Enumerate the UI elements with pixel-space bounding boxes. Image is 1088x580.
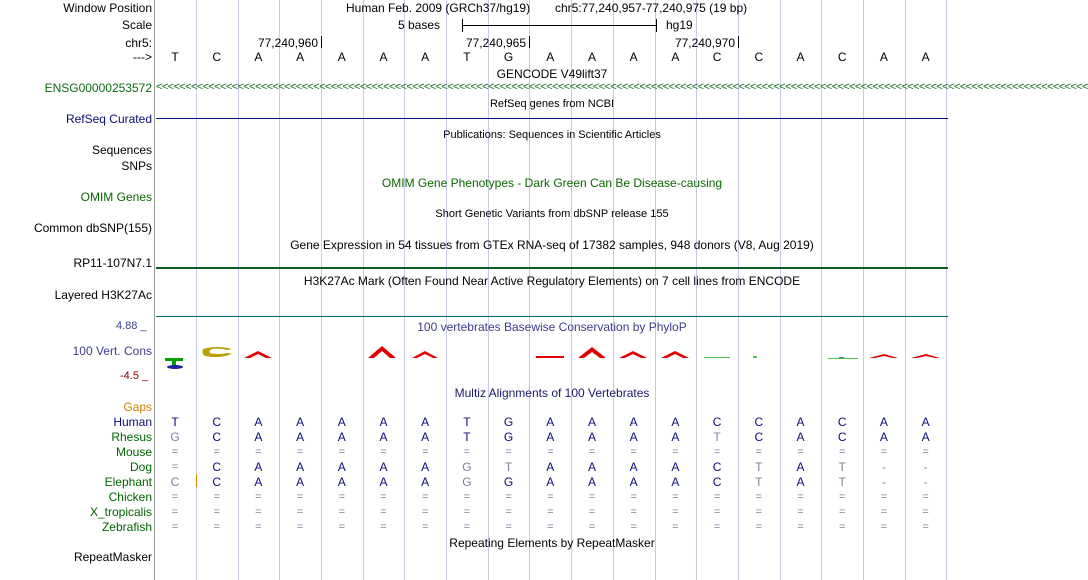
sequence-base: A xyxy=(587,50,596,64)
alignment-base: A xyxy=(337,460,346,474)
sequence-base: A xyxy=(796,50,805,64)
h3k27ac-signal-baseline[interactable] xyxy=(156,316,948,317)
alignment-base: = xyxy=(213,506,220,518)
conservation-max-value: 4.88 _ xyxy=(116,320,147,332)
alignment-base: A xyxy=(254,430,263,444)
alignment-base: A xyxy=(421,460,430,474)
alignment-base: T xyxy=(504,460,513,474)
scale-bar-left-cap xyxy=(462,19,463,32)
alignment-base: A xyxy=(671,415,680,429)
alignment-base: = xyxy=(838,506,846,518)
alignment-base: A xyxy=(879,415,888,429)
gtex-track-title: Gene Expression in 54 tissues from GTEx RNA-seq of 17382 samples, 948 donors (V8, Aug 2019) xyxy=(290,238,814,252)
alignment-base: A xyxy=(337,475,346,489)
alignment-base: A xyxy=(421,415,430,429)
scale-label: Scale xyxy=(121,18,152,32)
alignment-base: = xyxy=(505,506,512,518)
alignment-base: = xyxy=(171,461,179,473)
alignment-base: = xyxy=(505,491,512,503)
alignment-base: = xyxy=(838,491,846,503)
alignment-base: T xyxy=(463,415,471,429)
conservation-logo-a3 xyxy=(412,351,438,358)
window-position-label: Window Position xyxy=(63,1,152,15)
alignment-base: G xyxy=(462,475,472,489)
alignment-base: A xyxy=(587,415,596,429)
alignment-base: = xyxy=(380,521,387,533)
alignment-base: = xyxy=(255,506,262,518)
alignment-base: - xyxy=(881,475,886,489)
alignment-base: C xyxy=(837,430,847,444)
multiz-track-title: Multiz Alignments of 100 Vertebrates xyxy=(454,386,650,400)
omim-track-label[interactable]: OMIM Genes xyxy=(80,190,152,204)
conservation-logo-a8 xyxy=(869,354,898,358)
alignment-base: = xyxy=(922,506,929,518)
sequence-base: C xyxy=(712,50,722,64)
alignment-base: = xyxy=(296,521,304,533)
conservation-logo-a4 xyxy=(536,356,564,358)
alignment-base: T xyxy=(755,475,763,489)
alignment-base: T xyxy=(463,430,471,444)
alignment-base: A xyxy=(296,430,305,444)
ruler-tick xyxy=(529,36,530,48)
sequence-base: G xyxy=(503,50,514,64)
repeatmasker-track-title: Repeating Elements by RepeatMasker xyxy=(449,536,655,550)
alignment-base: = xyxy=(588,491,596,503)
assembly-title: Human Feb. 2009 (GRCh37/hg19) xyxy=(346,1,531,15)
ruler-tick-label: 77,240,970 xyxy=(674,36,735,50)
scale-bar-right-cap xyxy=(656,19,657,32)
alignment-base: A xyxy=(379,475,388,489)
alignment-base: T xyxy=(713,430,721,444)
alignment-base: = xyxy=(880,506,888,518)
dbsnp-track-label[interactable]: Common dbSNP(155) xyxy=(33,221,152,235)
alignment-base: A xyxy=(796,415,805,429)
alignment-base: = xyxy=(380,446,387,458)
alignment-base: A xyxy=(671,460,680,474)
alignment-base: = xyxy=(713,506,721,518)
alignment-base: = xyxy=(880,446,888,458)
scale-text: 5 bases xyxy=(398,18,441,32)
alignment-base: = xyxy=(797,521,804,533)
alignment-base: = xyxy=(838,521,846,533)
conservation-track-title: 100 vertebrates Basewise Conservation by PhyloP xyxy=(417,320,687,334)
alignment-base: A xyxy=(421,475,430,489)
sequence-base: C xyxy=(754,50,764,64)
alignment-base: A xyxy=(587,460,596,474)
conservation-logo-g1 xyxy=(704,357,730,358)
ruler-tick xyxy=(738,36,739,48)
alignment-base: = xyxy=(421,506,429,518)
alignment-base: A xyxy=(546,415,555,429)
alignment-base: = xyxy=(547,446,554,458)
alignment-base: C xyxy=(712,460,722,474)
alignment-base: A xyxy=(296,415,305,429)
alignment-base: C xyxy=(712,415,722,429)
ruler-tick xyxy=(321,36,322,48)
gencode-gene-feature[interactable] xyxy=(156,80,1088,94)
sequence-base: T xyxy=(463,50,471,64)
alignment-gap-marker xyxy=(196,474,197,487)
h3k27ac-track-title: H3K27Ac Mark (Often Found Near Active Regulatory Elements) on 7 cell lines from ENCODE xyxy=(303,274,801,288)
alignment-base: = xyxy=(755,446,763,458)
alignment-base: A xyxy=(296,460,305,474)
alignment-base: A xyxy=(546,430,555,444)
publications-track-label-snps[interactable]: SNPs xyxy=(121,159,152,173)
alignment-base: A xyxy=(629,415,638,429)
species-label[interactable]: Human xyxy=(113,415,152,429)
alignment-base: = xyxy=(755,506,763,518)
alignment-base: = xyxy=(755,521,763,533)
species-label[interactable]: Mouse xyxy=(115,445,152,459)
alignment-base: = xyxy=(880,491,888,503)
conservation-logo-g2 xyxy=(753,356,757,358)
dbsnp-track-title: Short Genetic Variants from dbSNP release 155 xyxy=(435,208,669,220)
alignment-base: = xyxy=(505,446,512,458)
conservation-track-label[interactable]: 100 Vert. Cons xyxy=(72,344,152,358)
chrom-label: chr5: xyxy=(125,36,152,50)
alignment-base: A xyxy=(921,415,930,429)
conservation-logo-a1 xyxy=(244,351,272,358)
ruler-tick-label: 77,240,960 xyxy=(257,36,318,50)
alignment-base: C xyxy=(212,475,222,489)
alignment-base: A xyxy=(796,430,805,444)
sequence-base: C xyxy=(212,50,222,64)
alignment-base: A xyxy=(254,475,263,489)
alignment-base: G xyxy=(503,415,514,429)
gene-strand-chevrons: <<<<<<<<<<<<<<<<<<<<<<<<<<<<<<<<<<<<<<<<<<<<<<<<<<<<<<<<<<<<<<<<<<<<<<<<<<<<<<<<<<<<<<<<<<<<<<<<<<<<<<<<<<<<<<<<<<<<<<<<<<<<<<<<<<<<<<<<<<<<<<<<<<<<<<<<<<<<<<<< xyxy=(156,81,1088,93)
alignment-base: C xyxy=(212,460,222,474)
alignment-base: = xyxy=(171,446,179,458)
alignment-base: = xyxy=(922,491,929,503)
alignment-base: = xyxy=(672,506,679,518)
alignment-base: = xyxy=(463,521,471,533)
alignment-base: = xyxy=(630,446,637,458)
alignment-base: C xyxy=(837,415,847,429)
alignment-base: = xyxy=(797,491,804,503)
alignment-base: = xyxy=(588,521,596,533)
alignment-base: T xyxy=(171,415,179,429)
alignment-base: = xyxy=(338,446,346,458)
alignment-base: = xyxy=(672,446,679,458)
alignment-base: C xyxy=(754,415,764,429)
alignment-base: = xyxy=(630,521,637,533)
alignment-base: = xyxy=(838,446,846,458)
alignment-base: A xyxy=(546,475,555,489)
alignment-base: = xyxy=(505,521,512,533)
alignment-base: A xyxy=(921,430,930,444)
alignment-base: = xyxy=(296,446,304,458)
alignment-base: - xyxy=(923,475,928,489)
alignment-base: = xyxy=(713,446,721,458)
species-label[interactable]: Elephant xyxy=(104,475,152,489)
conservation-logo-a2 xyxy=(368,346,396,358)
alignment-base: G xyxy=(170,430,180,444)
sequence-base: A xyxy=(379,50,388,64)
species-label[interactable]: Chicken xyxy=(108,490,152,504)
gtex-track-label[interactable]: RP11-107N7.1 xyxy=(73,256,152,270)
alignment-base: A xyxy=(796,460,805,474)
alignment-base: A xyxy=(879,430,888,444)
alignment-base: = xyxy=(171,521,179,533)
conservation-min-value: -4.5 _ xyxy=(120,370,149,382)
repeatmasker-track-label[interactable]: RepeatMasker xyxy=(73,550,152,564)
alignment-base: = xyxy=(380,491,387,503)
alignment-base: A xyxy=(629,430,638,444)
sequence-base: A xyxy=(671,50,680,64)
alignment-base: T xyxy=(755,460,763,474)
alignment-base: A xyxy=(379,460,388,474)
alignment-base: = xyxy=(171,506,179,518)
gtex-expression-bar[interactable] xyxy=(156,267,948,269)
gaps-label[interactable]: Gaps xyxy=(123,400,152,414)
sequence-base: A xyxy=(546,50,555,64)
scale-bar xyxy=(462,25,657,26)
alignment-base: A xyxy=(254,460,263,474)
alignment-base: = xyxy=(338,521,346,533)
alignment-base: - xyxy=(923,460,928,474)
alignment-base: A xyxy=(337,415,346,429)
conservation-logo-c xyxy=(202,347,232,357)
sequence-base: T xyxy=(171,50,179,64)
refseq-track-label[interactable]: RefSeq Curated xyxy=(65,112,152,126)
label-column-divider xyxy=(154,0,155,580)
alignment-base: G xyxy=(503,430,514,444)
species-label[interactable]: Dog xyxy=(129,460,152,474)
gencode-track-title: GENCODE V49lift37 xyxy=(496,67,608,81)
alignment-base: = xyxy=(588,446,596,458)
alignment-base: = xyxy=(171,491,179,503)
sequence-base: A xyxy=(337,50,346,64)
alignment-base: A xyxy=(629,475,638,489)
alignment-base: = xyxy=(463,506,471,518)
alignment-base: A xyxy=(796,475,805,489)
alignment-base: A xyxy=(254,415,263,429)
alignment-base: = xyxy=(338,506,346,518)
gencode-track-label[interactable]: ENSG00000253572 xyxy=(44,81,152,95)
alignment-base: = xyxy=(672,521,679,533)
alignment-base: = xyxy=(421,491,429,503)
conservation-logo-a9 xyxy=(911,354,940,358)
alignment-base: = xyxy=(630,491,637,503)
alignment-base: C xyxy=(212,415,222,429)
alignment-base: = xyxy=(713,521,721,533)
alignment-base: T xyxy=(838,475,846,489)
alignment-base: C xyxy=(212,430,222,444)
scale-db: hg19 xyxy=(666,18,693,32)
alignment-base: = xyxy=(547,521,554,533)
alignment-base: C xyxy=(170,475,180,489)
alignment-base: = xyxy=(547,491,554,503)
species-label[interactable]: Zebrafish xyxy=(101,520,152,534)
alignment-base: = xyxy=(255,446,262,458)
alignment-base: = xyxy=(213,521,220,533)
alignment-base: T xyxy=(838,460,846,474)
alignment-base: A xyxy=(671,430,680,444)
alignment-base: A xyxy=(587,475,596,489)
sequence-base: A xyxy=(254,50,263,64)
alignment-base: A xyxy=(379,430,388,444)
alignment-base: A xyxy=(379,415,388,429)
sequence-base: A xyxy=(421,50,430,64)
conservation-logo-plot[interactable] xyxy=(156,336,950,372)
conservation-logo-g4 xyxy=(839,357,844,359)
refseq-gene-line[interactable] xyxy=(156,118,948,119)
alignment-base: = xyxy=(463,446,471,458)
species-label[interactable]: Rhesus xyxy=(111,430,152,444)
alignment-base: A xyxy=(296,475,305,489)
alignment-base: = xyxy=(797,446,804,458)
sequence-base: A xyxy=(629,50,638,64)
alignment-base: = xyxy=(296,491,304,503)
alignment-base: G xyxy=(462,460,472,474)
conservation-logo-a6 xyxy=(619,351,647,358)
alignment-base: A xyxy=(337,430,346,444)
sequence-base: A xyxy=(879,50,888,64)
publications-track-label-sequences[interactable]: Sequences xyxy=(91,143,152,157)
alignment-base: = xyxy=(672,491,679,503)
sequence-base: A xyxy=(296,50,305,64)
species-label[interactable]: X_tropicalis xyxy=(89,505,152,519)
alignment-base: = xyxy=(255,521,262,533)
conservation-logo-t xyxy=(165,358,183,369)
alignment-base: = xyxy=(463,491,471,503)
alignment-base: = xyxy=(588,506,596,518)
alignment-base: = xyxy=(380,506,387,518)
alignment-base: G xyxy=(503,475,514,489)
alignment-base: = xyxy=(213,491,220,503)
alignment-base: = xyxy=(255,491,262,503)
alignment-base: A xyxy=(629,460,638,474)
alignment-base: C xyxy=(712,475,722,489)
alignment-base: = xyxy=(880,521,888,533)
alignment-base: = xyxy=(338,491,346,503)
alignment-base: - xyxy=(881,460,886,474)
sequence-base: A xyxy=(921,50,930,64)
omim-track-title: OMIM Gene Phenotypes - Dark Green Can Be Disease-causing xyxy=(381,176,723,190)
alignment-base: = xyxy=(421,446,429,458)
alignment-base: = xyxy=(421,521,429,533)
sequence-base: C xyxy=(837,50,847,64)
alignment-base: = xyxy=(713,491,721,503)
alignment-base: A xyxy=(421,430,430,444)
alignment-base: = xyxy=(755,491,763,503)
window-position-value[interactable]: chr5:77,240,957-77,240,975 (19 bp) xyxy=(555,1,748,15)
strand-arrow-label: ---> xyxy=(133,50,152,64)
alignment-base: = xyxy=(547,506,554,518)
alignment-base: A xyxy=(546,460,555,474)
alignment-base: = xyxy=(296,506,304,518)
conservation-logo-a7 xyxy=(661,351,689,358)
ruler-tick-label: 77,240,965 xyxy=(465,36,526,50)
alignment-base: = xyxy=(213,446,220,458)
refseq-track-title: RefSeq genes from NCBI xyxy=(489,98,615,110)
alignment-base: A xyxy=(587,430,596,444)
alignment-base: C xyxy=(754,430,764,444)
alignment-base: A xyxy=(671,475,680,489)
conservation-logo-a5 xyxy=(578,347,606,358)
publications-track-title: Publications: Sequences in Scientific Articles xyxy=(443,129,661,141)
alignment-base: = xyxy=(630,506,637,518)
h3k27ac-track-label[interactable]: Layered H3K27Ac xyxy=(54,288,152,302)
alignment-base: = xyxy=(922,521,929,533)
alignment-base: = xyxy=(797,506,804,518)
alignment-base: = xyxy=(922,446,929,458)
